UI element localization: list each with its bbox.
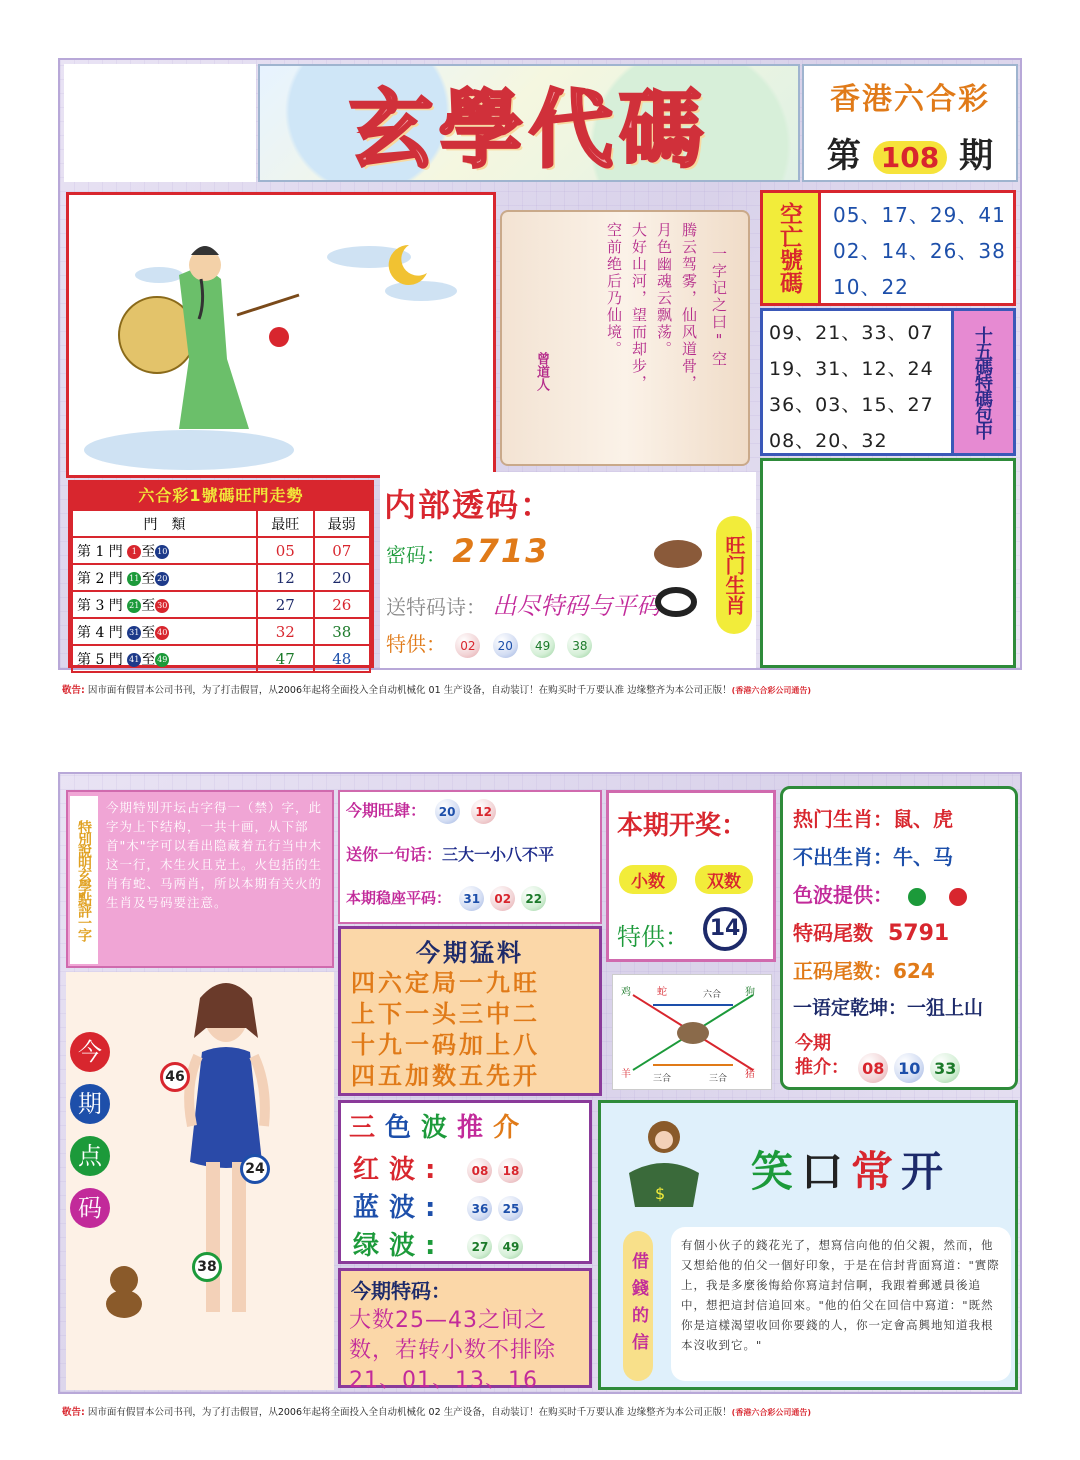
gate-cell: 第 4 門 31 至 40 bbox=[72, 618, 257, 645]
draw-special-ball: 14 bbox=[703, 907, 747, 951]
notice-source: (香港六合彩公司通告) bbox=[731, 1408, 811, 1417]
gate-name: 第 1 門 bbox=[77, 543, 123, 560]
hot-zodiac-label: 热门生肖： bbox=[793, 807, 893, 831]
gate-name: 第 5 門 bbox=[77, 651, 123, 668]
wave-label: 绿波 bbox=[353, 1231, 426, 1261]
blank-panel-right bbox=[760, 458, 1016, 668]
wave-label: 蓝波 bbox=[353, 1193, 426, 1223]
stable-ball: 31 bbox=[459, 886, 484, 911]
wave-ball: 36 bbox=[467, 1196, 492, 1221]
gate-cell: 第 1 門 1 至 10 bbox=[72, 537, 257, 564]
top-sheet bbox=[58, 58, 1022, 670]
gate-best: 12 bbox=[257, 564, 313, 591]
special-ball: 38 bbox=[567, 633, 592, 658]
gate-best: 27 bbox=[257, 591, 313, 618]
monkey-icon bbox=[96, 1262, 152, 1322]
gate-from-ball: 11 bbox=[127, 572, 141, 586]
empty-numbers-label: 空亡號碼 bbox=[763, 193, 821, 303]
fierce-line: 四六定局一九旺 bbox=[351, 969, 540, 997]
compass-label: 鸡 bbox=[621, 987, 631, 998]
gates-table-header bbox=[72, 510, 370, 537]
recommend-label-2: 推介： bbox=[795, 1057, 849, 1078]
page-title: 玄學代碼 bbox=[348, 79, 709, 179]
hot-row bbox=[793, 841, 953, 870]
zodiac-label: 旺门生肖 bbox=[716, 516, 752, 634]
pig-and-snake-icon bbox=[648, 532, 708, 622]
draw-tag-even: 双数 bbox=[695, 865, 753, 894]
waves-title-char: 介 bbox=[493, 1113, 530, 1143]
special-code-title: 今期特码： bbox=[351, 1279, 451, 1303]
notice-text: 因市面有假冒本公司书刊，为了打击假冒，从2006年起将全面投入全自动机械化 01 生产设备，自动装订！在购买时千万要认准 边缘整齐为本公司正版！ bbox=[87, 685, 732, 696]
gate-worst: 20 bbox=[314, 564, 371, 591]
gate-name: 第 2 門 bbox=[77, 570, 123, 587]
gate-from-ball: 1 bbox=[127, 545, 141, 559]
verdict-label: 一语定乾坤： bbox=[793, 997, 908, 1019]
poem-line: 空前绝后乃仙境。 bbox=[605, 222, 623, 358]
special-label: 特供： bbox=[386, 632, 446, 656]
prosper-panel bbox=[338, 790, 602, 924]
empty-numbers-row: 02、14、26、38 bbox=[833, 239, 1006, 263]
wave-row-green: 绿波: 27 49 bbox=[353, 1225, 526, 1262]
gates-table-title: 六合彩1號碼旺門走勢 bbox=[71, 483, 371, 509]
blank-panel-top-left bbox=[64, 64, 256, 182]
table-row bbox=[72, 618, 370, 645]
hot-row bbox=[793, 955, 935, 984]
hot-panel bbox=[780, 786, 1018, 1090]
notice-source: (香港六合彩公司通告) bbox=[731, 686, 811, 695]
fierce-title: 今期猛料 bbox=[416, 939, 524, 967]
body-ball-46: 46 bbox=[160, 1062, 190, 1092]
gates-table bbox=[71, 509, 371, 673]
poem-row bbox=[386, 586, 660, 621]
smile-title-char: 口 bbox=[801, 1147, 852, 1196]
compass-label: 狗 bbox=[745, 987, 755, 998]
normal-tail-value: 624 bbox=[893, 959, 935, 983]
smile-title-char: 开 bbox=[901, 1147, 952, 1196]
gate-from-ball: 41 bbox=[127, 653, 141, 667]
normal-tail-label: 正码尾数： bbox=[793, 959, 893, 983]
compass-panel bbox=[612, 974, 772, 1090]
table-row bbox=[72, 564, 370, 591]
sage-image bbox=[69, 195, 493, 475]
poem-scroll bbox=[500, 210, 750, 466]
sage-illustration bbox=[66, 192, 496, 478]
empty-numbers-list bbox=[833, 197, 1006, 305]
saying-row bbox=[346, 842, 554, 865]
gate-worst: 07 bbox=[314, 537, 371, 564]
empty-numbers-panel bbox=[760, 190, 1016, 306]
fierce-lines bbox=[341, 968, 599, 1092]
recommend-label-1: 今期 bbox=[795, 1033, 831, 1054]
special-tail-value: 5791 bbox=[887, 921, 950, 946]
prosper-label: 今期旺肆： bbox=[346, 801, 427, 820]
poem-label: 送特码诗： bbox=[386, 595, 486, 619]
compass-label: 羊 bbox=[621, 1069, 631, 1080]
gate-best: 05 bbox=[257, 537, 313, 564]
verdict-value: 一狙上山 bbox=[907, 997, 984, 1019]
prosper-ball: 20 bbox=[435, 799, 460, 824]
special-code-panel bbox=[338, 1268, 592, 1393]
point-label-char: 点 bbox=[70, 1136, 110, 1176]
body-ball-24: 24 bbox=[240, 1154, 270, 1184]
gate-cell: 第 2 門 11 至 20 bbox=[72, 564, 257, 591]
brand-name: 香港六合彩 bbox=[830, 82, 990, 117]
draw-title: 本期开奖： bbox=[617, 811, 748, 841]
fierce-line: 四五加数五先开 bbox=[351, 1062, 540, 1090]
stable-ball: 22 bbox=[521, 886, 546, 911]
waves-title-char: 波 bbox=[421, 1113, 458, 1143]
wave-ball: 18 bbox=[498, 1158, 523, 1183]
wave-row-red: 红波: 08 18 bbox=[353, 1149, 526, 1186]
prosper-ball: 12 bbox=[471, 799, 496, 824]
gate-to-ball: 49 bbox=[155, 653, 169, 667]
smile-side-label: 借錢的信 bbox=[623, 1231, 653, 1381]
bottom-sheet bbox=[58, 772, 1022, 1394]
poem-line: 大好山河，望而却步， bbox=[630, 222, 648, 392]
compass-label: 六合 bbox=[703, 990, 722, 1000]
hot-row bbox=[793, 879, 967, 908]
password-label: 密码： bbox=[386, 543, 446, 567]
gate-cell: 第 5 門 41 至 49 bbox=[72, 645, 257, 672]
issue-number: 108 bbox=[873, 141, 947, 174]
notice-top bbox=[62, 682, 811, 696]
absent-zodiac-value: 牛、马 bbox=[893, 845, 953, 869]
recommend-row bbox=[795, 1053, 963, 1083]
fifteen-numbers-row: 09、21、33、07 bbox=[769, 322, 934, 344]
gate-name: 第 4 門 bbox=[77, 624, 123, 641]
point-label-char: 今 bbox=[70, 1032, 110, 1072]
gate-to-ball: 10 bbox=[155, 545, 169, 559]
gate-best: 47 bbox=[257, 645, 313, 672]
fifteen-numbers-row: 19、31、12、24 bbox=[769, 358, 934, 380]
gate-best: 32 bbox=[257, 618, 313, 645]
empty-numbers-row: 10、22 bbox=[833, 275, 909, 299]
draw-special-label: 特供： bbox=[617, 923, 689, 951]
model-image bbox=[136, 972, 316, 1390]
body-ball-38: 38 bbox=[192, 1252, 222, 1282]
gate-to-ball: 20 bbox=[155, 572, 169, 586]
wave-ball: 27 bbox=[467, 1234, 492, 1259]
wave-ball: 25 bbox=[498, 1196, 523, 1221]
gate-worst: 38 bbox=[314, 618, 371, 645]
empty-numbers-row: 05、17、29、41 bbox=[833, 203, 1006, 227]
recommend-ball: 08 bbox=[858, 1053, 888, 1083]
poem-title: 一字记之曰"空 bbox=[710, 246, 728, 368]
money-monkey-icon bbox=[619, 1113, 709, 1209]
password-value: 2713 bbox=[452, 532, 550, 570]
table-row bbox=[72, 591, 370, 618]
inside-title: 内部透码： bbox=[384, 486, 555, 524]
compass-label: 三合 bbox=[709, 1074, 728, 1084]
poem-lines bbox=[604, 222, 700, 432]
waves-title-char: 推 bbox=[457, 1113, 494, 1143]
fifteen-numbers-row: 08、20、32 bbox=[769, 430, 888, 452]
waves-title bbox=[349, 1107, 529, 1144]
poem-line: 月色幽魂云飘荡。 bbox=[655, 222, 673, 358]
compass-label: 蛇 bbox=[657, 987, 667, 998]
gate-name: 第 3 門 bbox=[77, 597, 123, 614]
point-label-char: 期 bbox=[70, 1084, 110, 1124]
smile-title bbox=[751, 1139, 951, 1199]
smile-title-char: 常 bbox=[851, 1147, 902, 1196]
gates-header-worst: 最弱 bbox=[314, 510, 371, 537]
wave-row-blue: 蓝波: 36 25 bbox=[353, 1187, 526, 1224]
special-row bbox=[386, 628, 595, 658]
table-row bbox=[72, 645, 370, 672]
brand-block bbox=[802, 64, 1018, 182]
gate-from-ball: 21 bbox=[127, 599, 141, 613]
stable-ball: 02 bbox=[490, 886, 515, 911]
red-wave-dot bbox=[949, 888, 967, 906]
fifteen-numbers-row: 36、03、15、27 bbox=[769, 394, 934, 416]
fifteen-numbers-panel bbox=[760, 308, 1016, 456]
special-tail-label: 特码尾数 bbox=[793, 921, 873, 945]
point-label-char: 码 bbox=[70, 1188, 110, 1228]
special-code-text: 大数25—43之间之数，若转小数不排除21、01、13、16 bbox=[349, 1308, 557, 1393]
special-ball: 49 bbox=[530, 633, 555, 658]
wave-label: 红波 bbox=[353, 1155, 426, 1185]
poem-value: 出尽特码与平码 bbox=[492, 592, 661, 620]
issue-prefix: 第 bbox=[826, 136, 861, 176]
special-ball: 20 bbox=[493, 633, 518, 658]
absent-zodiac-label: 不出生肖： bbox=[793, 845, 893, 869]
smile-title-char: 笑 bbox=[751, 1147, 802, 1196]
riddle-panel bbox=[66, 790, 334, 968]
poem-signature: 曾道人 bbox=[534, 352, 549, 391]
waves-panel bbox=[338, 1100, 592, 1264]
password-row bbox=[386, 532, 549, 570]
recommend-ball: 33 bbox=[930, 1053, 960, 1083]
gate-worst: 48 bbox=[314, 645, 371, 672]
notice-prefix: 敬告: bbox=[62, 685, 85, 696]
compass-label: 猪 bbox=[745, 1069, 755, 1080]
fifteen-numbers-list bbox=[769, 315, 934, 459]
riddle-side-label: 特別說明玄學點評一字 bbox=[70, 796, 98, 964]
fierce-panel bbox=[338, 926, 602, 1096]
gates-header-gate: 門 類 bbox=[72, 510, 257, 537]
issue-suffix: 期 bbox=[959, 136, 994, 176]
draw-panel bbox=[606, 790, 776, 962]
wave-offer-label: 色波提供： bbox=[793, 883, 893, 907]
stable-label: 本期稳座平码： bbox=[346, 889, 452, 907]
table-row bbox=[72, 537, 370, 564]
issue-line bbox=[804, 128, 1016, 177]
svg-text:$: $ bbox=[655, 1184, 666, 1203]
notice-prefix: 敬告: bbox=[62, 1407, 85, 1418]
draw-tag-small: 小数 bbox=[619, 865, 677, 894]
fifteen-numbers-label: 十五碼特碼包中 bbox=[951, 311, 1013, 453]
wave-ball: 49 bbox=[498, 1234, 523, 1259]
gate-from-ball: 31 bbox=[127, 626, 141, 640]
recommend-ball: 10 bbox=[894, 1053, 924, 1083]
prosper-row bbox=[346, 798, 499, 824]
saying-label: 送你一句话： bbox=[346, 845, 443, 864]
saying-text: 三大一小八不平 bbox=[442, 845, 555, 864]
model-area bbox=[66, 972, 334, 1390]
gates-table-panel bbox=[68, 480, 374, 668]
special-ball: 02 bbox=[455, 633, 480, 658]
wave-ball: 08 bbox=[467, 1158, 492, 1183]
title-banner bbox=[258, 64, 800, 182]
notice-text: 因市面有假冒本公司书刊，为了打击假冒，从2006年起将全面投入全自动机械化 02 生产设备，自动装订！在购买时千万要认准 边缘整齐为本公司正版！ bbox=[87, 1407, 732, 1418]
gate-to-ball: 30 bbox=[155, 599, 169, 613]
compass-label: 三合 bbox=[653, 1074, 672, 1084]
smile-story: 有個小伙子的錢花光了，想寫信向他的伯父親，然而，他又想給他的伯父一個好印象，于是在信封背面寫道："實際上，我是多麼後悔給你寫這封信啊，我跟着郵遞員後追中，想把這封信追回來。"他的伯父在回信中寫道："既然你是這樣渴望收回你要錢的人，你一定會高興地知道我根本沒收到它。" bbox=[671, 1227, 1011, 1381]
poem-line: 腾云驾雾，仙风道骨， bbox=[680, 222, 698, 392]
hot-row bbox=[793, 917, 949, 946]
gate-to-ball: 40 bbox=[155, 626, 169, 640]
gates-header-best: 最旺 bbox=[257, 510, 313, 537]
gate-worst: 26 bbox=[314, 591, 371, 618]
fierce-line: 十九一码加上八 bbox=[351, 1031, 540, 1059]
hot-row bbox=[793, 993, 983, 1020]
notice-bottom bbox=[62, 1404, 811, 1418]
smile-panel bbox=[598, 1100, 1018, 1390]
riddle-text: 今期特別开坛占字得一（禁）字，此字为上下结构，一共十画，从下部首"木"字可以看出隐藏着五行当中木这一行，木生火且克土。火包括的生肖有蛇、马两肖，所以本期有关火的生肖及号码要注意。 bbox=[106, 800, 323, 910]
hot-row bbox=[793, 803, 953, 832]
stable-row bbox=[346, 886, 549, 911]
waves-title-char: 三 bbox=[349, 1113, 386, 1143]
green-wave-dot bbox=[908, 888, 926, 906]
fierce-line: 上下一头三中二 bbox=[351, 1000, 540, 1028]
waves-title-char: 色 bbox=[385, 1113, 422, 1143]
hot-zodiac-value: 鼠、虎 bbox=[893, 807, 953, 831]
point-label-column bbox=[70, 1032, 110, 1228]
inside-code-panel bbox=[380, 472, 756, 668]
gate-cell: 第 3 門 21 至 30 bbox=[72, 591, 257, 618]
